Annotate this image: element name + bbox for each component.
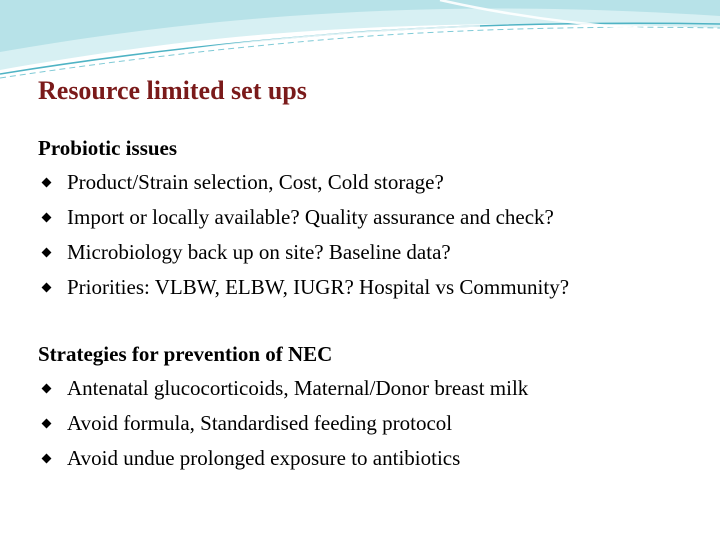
diamond-bullet-icon [42, 454, 52, 464]
bullet-text: Avoid formula, Standardised feeding protocol [67, 411, 453, 435]
section-heading-probiotic: Probiotic issues [38, 136, 178, 160]
bullet-text: Avoid undue prolonged exposure to antibiotics [67, 446, 461, 470]
bullet-text: Product/Strain selection, Cost, Cold storage? [67, 170, 444, 194]
section-heading-strategies: Strategies for prevention of NEC [38, 342, 333, 366]
diamond-bullet-icon [42, 248, 52, 258]
list-item [38, 165, 569, 200]
slide-title: Resource limited set ups [38, 76, 307, 105]
diamond-bullet-icon [42, 178, 52, 188]
list-item [38, 235, 569, 270]
list-item [38, 406, 528, 441]
diamond-bullet-icon [42, 419, 52, 429]
list-item [38, 270, 569, 305]
strategies-bullet-list [38, 371, 528, 476]
diamond-bullet-icon [42, 283, 52, 293]
bullet-text: Import or locally available? Quality assurance and check? [67, 205, 554, 229]
list-item [38, 441, 528, 476]
list-item [38, 200, 569, 235]
bullet-text: Antenatal glucocorticoids, Maternal/Donor breast milk [67, 376, 529, 400]
bullet-text: Priorities: VLBW, ELBW, IUGR? Hospital vs Community? [67, 275, 570, 299]
probiotic-bullet-list [38, 165, 569, 305]
diamond-bullet-icon [42, 384, 52, 394]
list-item [38, 371, 528, 406]
diamond-bullet-icon [42, 213, 52, 223]
bullet-text: Microbiology back up on site? Baseline data? [67, 240, 451, 264]
